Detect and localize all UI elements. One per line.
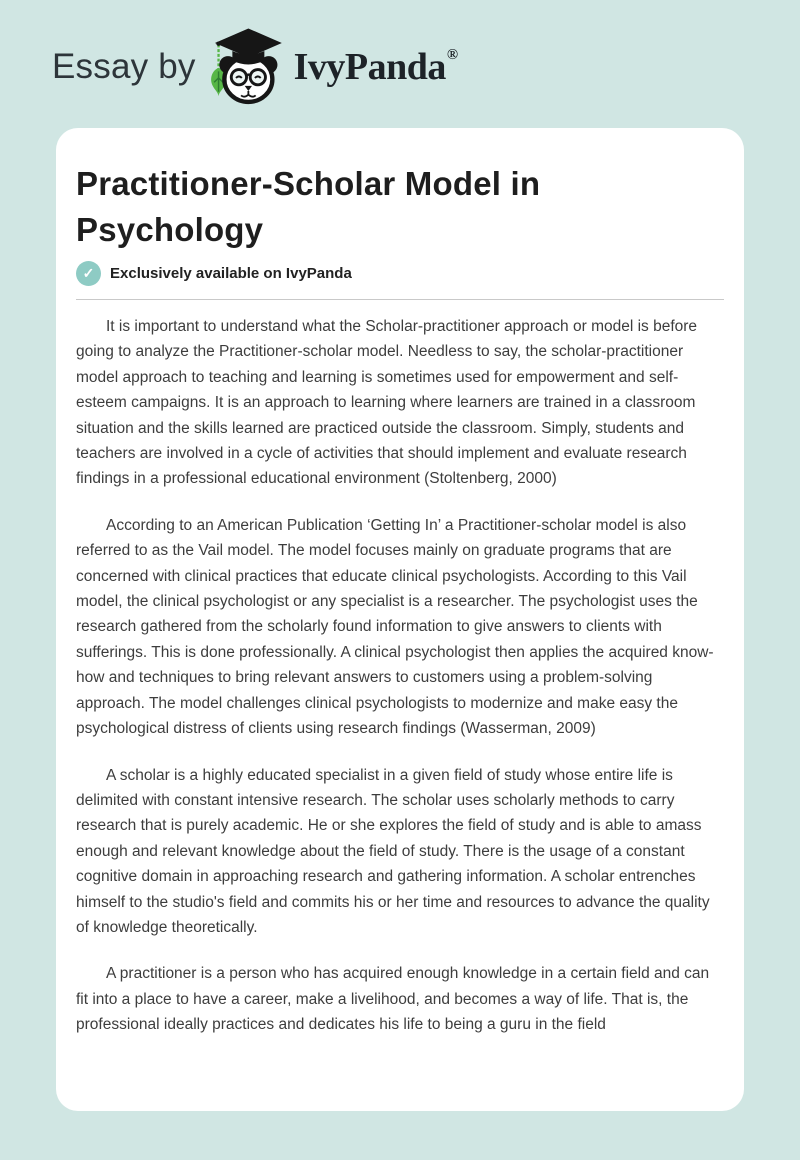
essay-body: [76, 314, 724, 1038]
ivypanda-wordmark: [294, 45, 458, 89]
brand-name: IvyPanda: [293, 46, 446, 88]
essay-paragraph: According to an American Publication ‘Getting In’ a Practitioner-scholar model is also referred to as the Vail model. The model focuses mainly on graduate programs that are concerned with clinical practices that educate clinical psychologists. According to this Vail model, the clinical psychologist or any specialist is a researcher. The psychologist uses the research gathered from the scholarly found information to give answers to clients with sufferings. This is done professionally. A clinical psychologist then applies the acquired know-how and techniques to bring relevant answers to customers using a problem-solving approach. The model challenges clinical psychologists to modernize and make easy the psychological distress of clients using research findings (Wasserman, 2009): [76, 516, 714, 738]
essay-paragraph: It is important to understand what the Scholar-practitioner approach or model is before going to analyze the Practitioner-scholar model. Needless to say, the scholar-practitioner model approach to teaching and learning is sometimes used for empowerment and self-esteem campaigns. It is an approach to learning where learners are trained in a classroom situation and the skills learned are practiced outside the classroom. Simply, students and teachers are involved in a cycle of activities that should implement and evaluate research findings in a professional educational environment (Stoltenberg, 2000): [76, 318, 698, 488]
exclusive-badge-label: Exclusively available on IvyPanda: [110, 265, 352, 282]
essay-title: Practitioner-Scholar Model in Psychology: [76, 165, 541, 248]
exclusive-badge: [76, 261, 724, 286]
essay-card: [56, 128, 744, 1111]
site-header: [0, 0, 800, 128]
essay-paragraph: A practitioner is a person who has acquired enough knowledge in a certain field and can fit into a place to have a career, make a livelihood, and becomes a way of life. That is, the professional ideally practices and dedicates his life to being a guru in the field: [76, 965, 710, 1034]
essay-by-label: Essay by: [52, 47, 196, 86]
divider: [76, 299, 724, 300]
check-icon: ✓: [76, 261, 101, 286]
ivypanda-panda-logo-icon: [206, 27, 282, 107]
registered-trademark-symbol: ®: [446, 47, 458, 63]
essay-paragraph: A scholar is a highly educated specialist in a given field of study whose entire life is delimited with constant intensive research. The scholar uses scholarly methods to carry research that is purely academic. He or she explores the field of study and is able to amass enough and relevant knowledge about the field of study. There is the usage of a constant cognitive domain in approaching research and gathering information. A scholar entrenches himself to the studio's field and commits his or her time and resources to advance the quality of knowledge theoretically.: [76, 766, 710, 936]
